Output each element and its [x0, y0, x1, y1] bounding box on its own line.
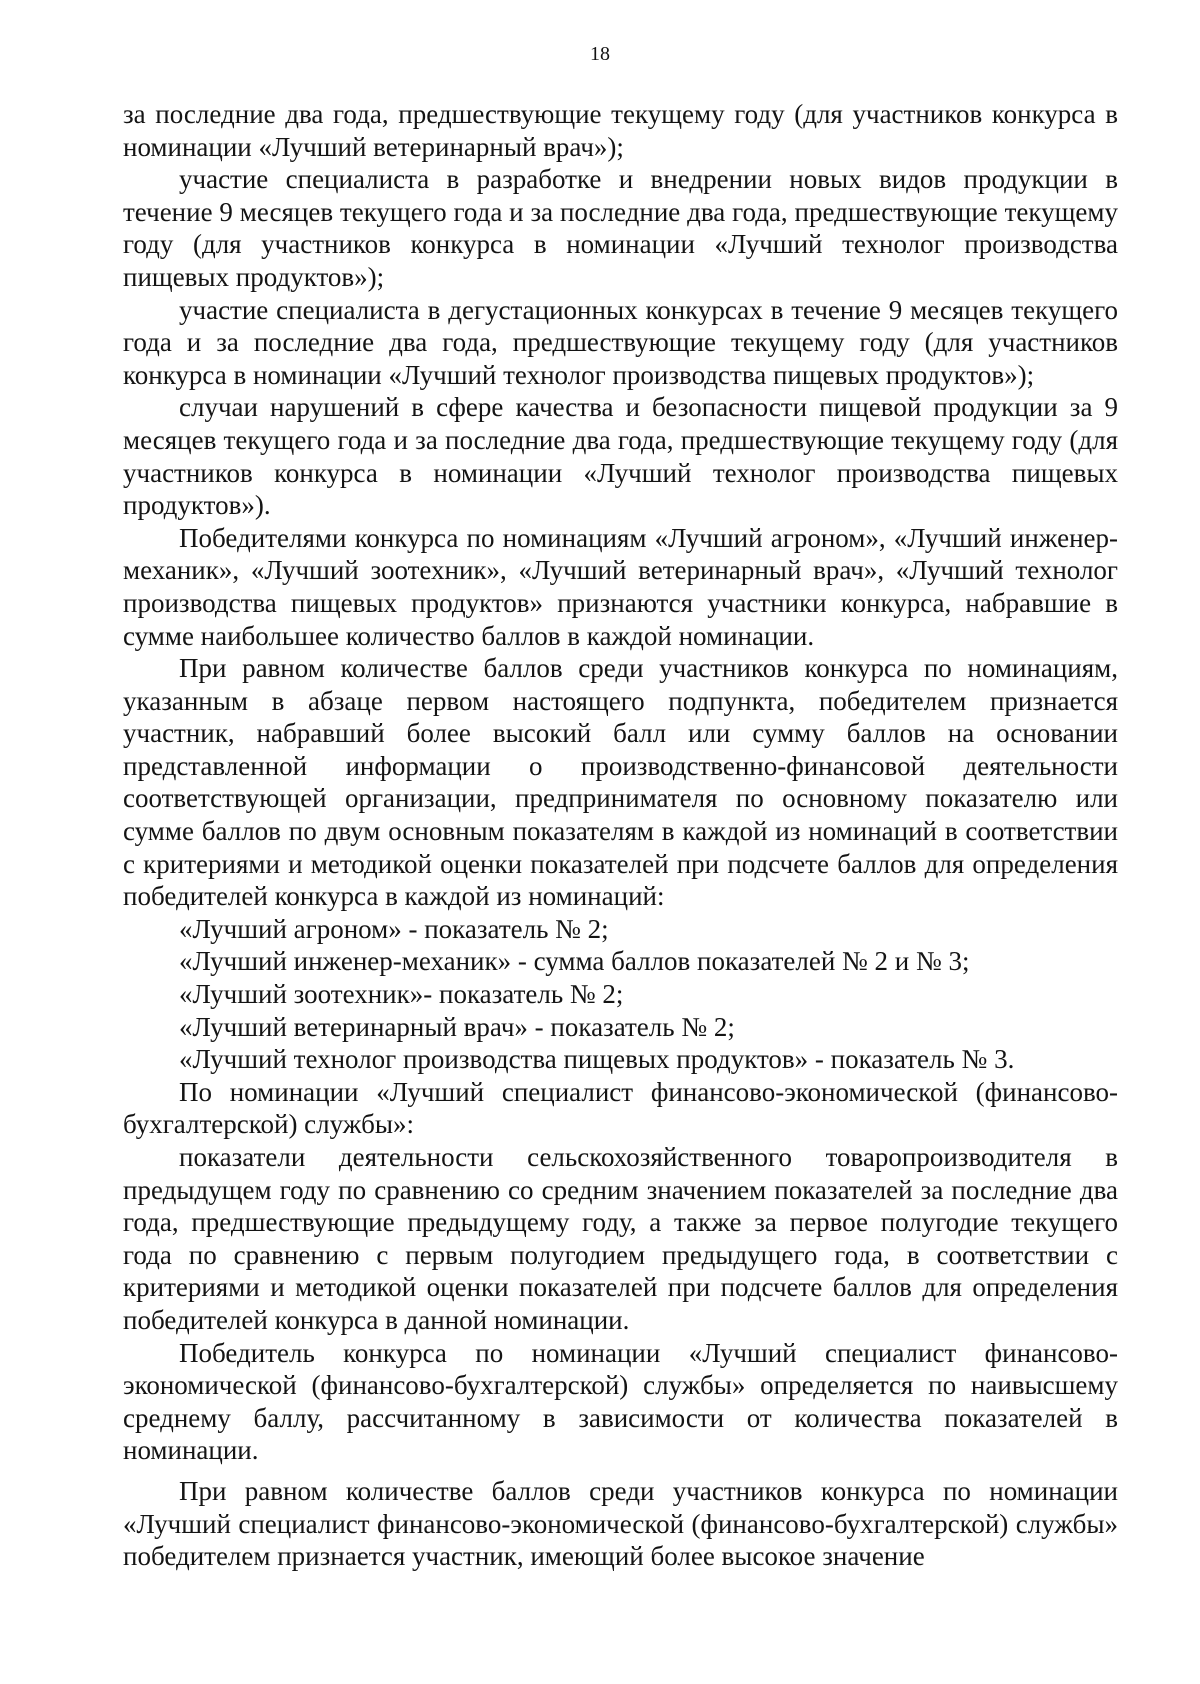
paragraph: При равном количестве баллов среди участников конкурса по номинациям, указанным в абзаце первом настоящего подпункта, победителем признается участник, набравший более высокий балл или сумму баллов на основании представленной информации о производственно-финансовой деятельности соответствующей организации, предпринимателя по основному показателю или сумме баллов по двум основным показателям в каждой из номинаций в соответствии с критериями и методикой оценки показателей при подсчете баллов для определения победителей конкурса в каждой из номинаций:: [123, 653, 1118, 912]
page-number: 18: [590, 43, 610, 65]
document-body: [123, 98, 1118, 1573]
paragraph: за последние два года, предшествующие текущему году (для участников конкурса в номинации «Лучший ветеринарный врач»);: [123, 99, 1118, 162]
list-item: «Лучший технолог производства пищевых продуктов» - показатель № 3.: [179, 1044, 1015, 1075]
paragraph: участие специалиста в дегустационных конкурсах в течение 9 месяцев текущего года и за последние два года, предшествующие текущему году (для участников конкурса в номинации «Лучший технолог производства пищевых продуктов»);: [123, 294, 1118, 390]
list-item: «Лучший ветеринарный врач» - показатель № 2;: [179, 1011, 735, 1042]
paragraph: случаи нарушений в сфере качества и безопасности пищевой продукции за 9 месяцев текущего года и за последние два года, предшествующие текущему году (для участников конкурса в номинации «Лучший технолог производства пищевых продуктов»).: [123, 392, 1118, 521]
paragraph: Победитель конкурса по номинации «Лучший специалист финансово-экономической (финансово-бухгалтерской) службы» определяется по наивысшему среднему баллу, рассчитанному в зависимости от количества показателей в номинации.: [123, 1337, 1118, 1466]
paragraph: Победителями конкурса по номинациям «Лучший агроном», «Лучший инженер-механик», «Лучший зоотехник», «Лучший ветеринарный врач», «Лучший технолог производства пищевых продуктов» признаются участники конкурса, набравшие в сумме наибольшее количество баллов в каждой номинации.: [123, 522, 1118, 651]
list-item: «Лучший агроном» - показатель № 2;: [179, 913, 609, 944]
paragraph: показатели деятельности сельскохозяйственного товаропроизводителя в предыдущем году по сравнению со средним значением показателей за последние два года, предшествующие предыдущему году, а также за первое полугодие текущего года по сравнению с первым полугодием предыдущего года, в соответствии с критериями и методикой оценки показателей при подсчете баллов для определения победителей конкурса в данной номинации.: [123, 1142, 1118, 1335]
paragraph: При равном количестве баллов среди участников конкурса по номинации «Лучший специалист финансово-экономической (финансово-бухгалтерской) службы» победителем признается участник, имеющий более высокое значение: [123, 1475, 1118, 1572]
list-item: «Лучший инженер-механик» - сумма баллов показателей № 2 и № 3;: [179, 946, 970, 977]
paragraph: По номинации «Лучший специалист финансово-экономической (финансово-бухгалтерской) службы»:: [123, 1076, 1118, 1140]
list-item: «Лучший зоотехник»- показатель № 2;: [179, 979, 624, 1010]
paragraph: участие специалиста в разработке и внедрении новых видов продукции в течение 9 месяцев текущего года и за последние два года, предшествующие текущему году (для участников конкурса в номинации «Лучший технолог производства пищевых продуктов»);: [123, 164, 1118, 292]
